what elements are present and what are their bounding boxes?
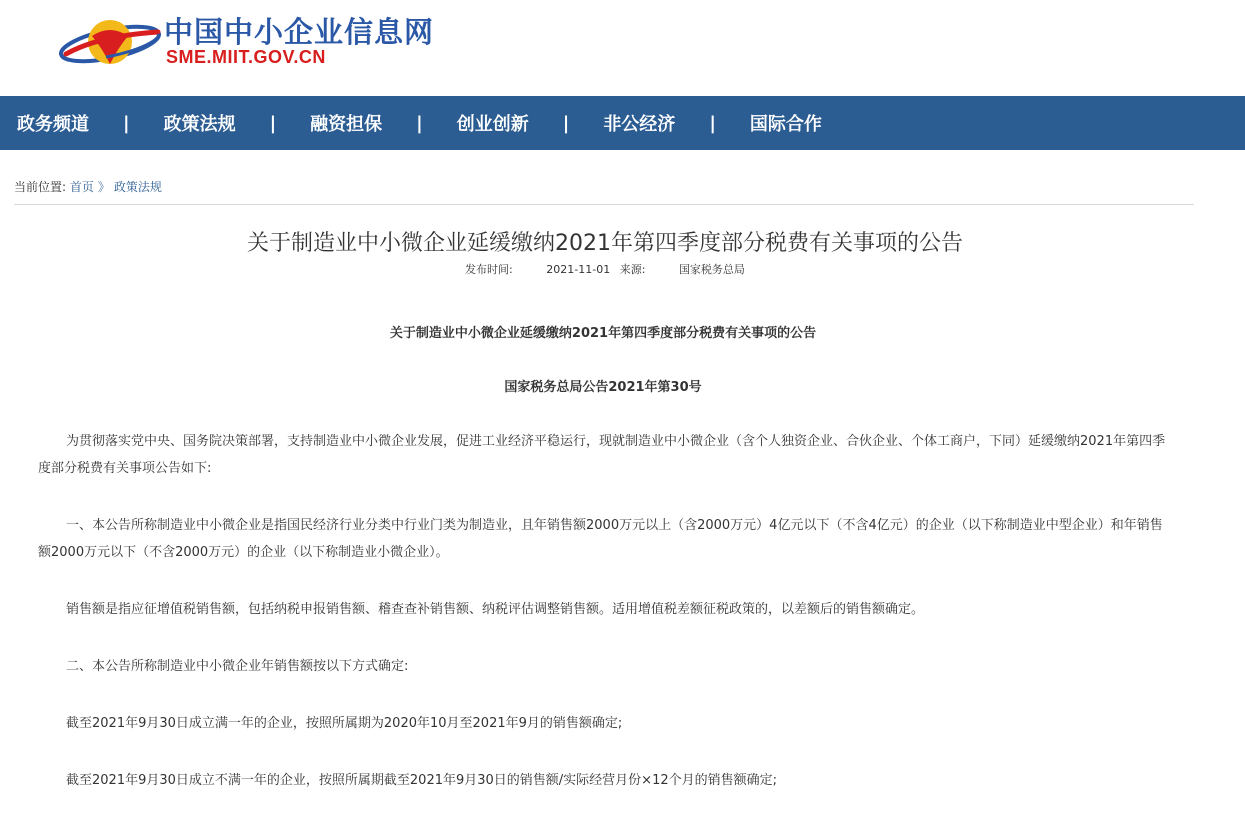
site-subtitle[interactable]: SME.MIIT.GOV.CN bbox=[166, 47, 326, 67]
main-nav bbox=[0, 96, 1245, 150]
article-heading: 关于制造业中小微企业延缓缴纳2021年第四季度部分税费有关事项的公告 bbox=[389, 326, 817, 341]
article-paragraph: 一、本公告所称制造业中小微企业是指国民经济行业分类中行业门类为制造业，且年销售额2000万元以上（含2000万元）4亿元以下（不含4亿元）的企业（以下称制造业中型企业）和年销售额2000万元以下（不含2000万元）的企业（以下称制造业小微企业）。 bbox=[38, 518, 1163, 560]
breadcrumb-prefix: 当前位置: bbox=[14, 180, 67, 194]
breadcrumb-current-link[interactable]: 政策法规 bbox=[113, 180, 162, 194]
breadcrumb-divider bbox=[14, 204, 1194, 205]
article-paragraph: 截至2021年9月30日成立不满一年的企业，按照所属期截至2021年9月30日的销售额/实际经营月份×12个月的销售额确定; bbox=[66, 773, 777, 788]
nav-separator: | bbox=[562, 112, 570, 134]
site-header bbox=[0, 0, 1245, 96]
nav-separator: | bbox=[416, 112, 423, 134]
publish-label: 发布时间: bbox=[465, 263, 513, 276]
source-label: 来源: bbox=[619, 263, 646, 276]
article-paragraph: 销售额是指应征增值税销售额，包括纳税申报销售额、稽查查补销售额、纳税评估调整销售额。适用增值税差额征税政策的，以差额后的销售额确定。 bbox=[66, 602, 925, 617]
nav-separator: | bbox=[123, 112, 130, 134]
nav-item-international[interactable]: 国际合作 bbox=[749, 114, 822, 135]
nav-separator: | bbox=[269, 112, 277, 134]
site-title[interactable]: 中国中小企业信息网 bbox=[164, 15, 435, 49]
nav-item-gov-channel[interactable]: 政务频道 bbox=[17, 114, 89, 135]
breadcrumb bbox=[14, 178, 162, 195]
breadcrumb-home-link[interactable]: 首页 bbox=[69, 180, 94, 194]
publish-date: 2021-11-01 bbox=[546, 263, 611, 276]
globe-logo-icon[interactable] bbox=[58, 6, 162, 76]
article-paragraph: 二、本公告所称制造业中小微企业年销售额按以下方式确定: bbox=[66, 659, 409, 674]
nav-list bbox=[0, 96, 1245, 150]
article-paragraph: 为贯彻落实党中央、国务院决策部署，支持制造业中小微企业发展，促进工业经济平稳运行，现就制造业中小微企业（含个人独资企业、合伙企业、个体工商户，下同）延缓缴纳2021年第四季度部分税费有关事项公告如下: bbox=[38, 434, 1166, 476]
nav-item-policy[interactable]: 政策法规 bbox=[163, 114, 236, 135]
nav-item-innovation[interactable]: 创业创新 bbox=[456, 114, 529, 135]
article-body bbox=[38, 320, 1168, 794]
article-title: 关于制造业中小微企业延缓缴纳2021年第四季度部分税费有关事项的公告 bbox=[247, 231, 963, 256]
source-value: 国家税务总局 bbox=[678, 263, 745, 276]
article-meta bbox=[0, 261, 1210, 277]
notice-number: 国家税务总局公告2021年第30号 bbox=[504, 380, 702, 395]
breadcrumb-separator: 》 bbox=[97, 180, 110, 194]
article-paragraph: 截至2021年9月30日成立满一年的企业，按照所属期为2020年10月至2021年9月的销售额确定; bbox=[66, 716, 623, 731]
nav-item-private-economy[interactable]: 非公经济 bbox=[603, 114, 676, 135]
nav-separator: | bbox=[709, 112, 716, 134]
nav-item-financing[interactable]: 融资担保 bbox=[310, 114, 383, 135]
